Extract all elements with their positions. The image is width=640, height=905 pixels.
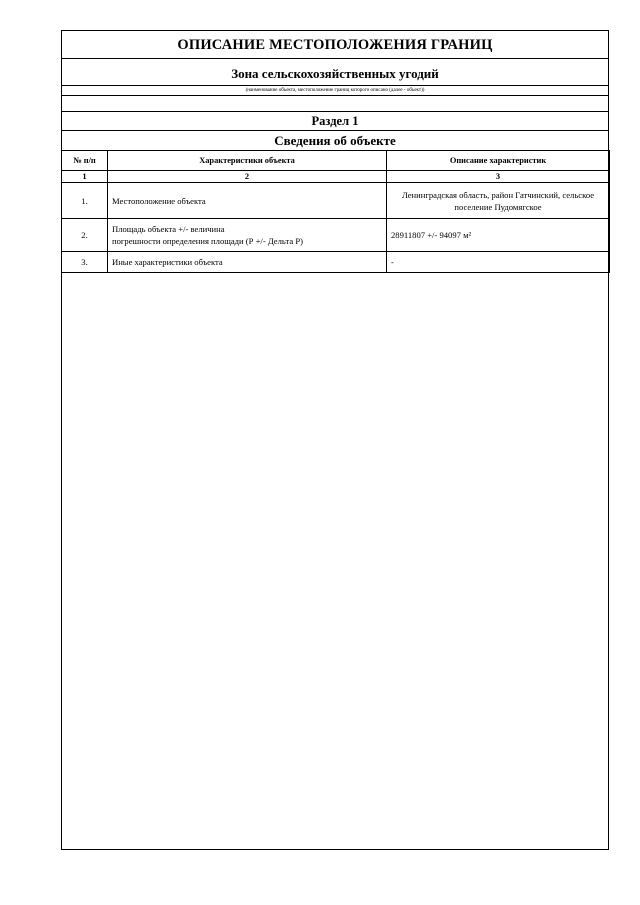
table-row <box>62 183 610 219</box>
subsection-title: Сведения об объекте <box>62 131 608 151</box>
header-description: Описание характеристик <box>387 151 610 171</box>
row-characteristic: Местоположение объекта <box>108 183 387 219</box>
document-title: ОПИСАНИЕ МЕСТОПОЛОЖЕНИЯ ГРАНИЦ <box>62 31 608 59</box>
column-number: 3 <box>387 171 610 183</box>
object-info-table <box>61 150 610 273</box>
object-name: Зона сельскохозяйственных угодий <box>231 66 439 81</box>
row-characteristic: Иные характеристики объекта <box>108 252 387 273</box>
column-numbers-row <box>62 171 610 183</box>
header-num: № п/п <box>62 151 108 171</box>
row-num: 3. <box>62 252 108 273</box>
row-num: 1. <box>62 183 108 219</box>
column-number: 2 <box>108 171 387 183</box>
column-number: 1 <box>62 171 108 183</box>
table-row <box>62 252 610 273</box>
row-characteristic <box>108 219 387 252</box>
row-description: Ленинградская область, район Гатчинский, сельское поселение Пудомягское <box>387 183 610 219</box>
object-name-note: (наименование объекта, местоположение границ которого описано (далее - объект)) <box>62 85 608 96</box>
row-num: 2. <box>62 219 108 252</box>
table-row <box>62 219 610 252</box>
section-title: Раздел 1 <box>62 111 608 131</box>
document-frame <box>61 30 609 850</box>
header-characteristic: Характеристики объекта <box>108 151 387 171</box>
table-header-row <box>62 151 610 171</box>
row-description: 28911807 +/- 94097 м² <box>387 219 610 252</box>
row-characteristic-line: погрешности определения площади (Р +/- Дельта Р) <box>112 236 303 246</box>
row-description: - <box>387 252 610 273</box>
row-characteristic-line: Площадь объекта +/- величина <box>112 224 225 234</box>
